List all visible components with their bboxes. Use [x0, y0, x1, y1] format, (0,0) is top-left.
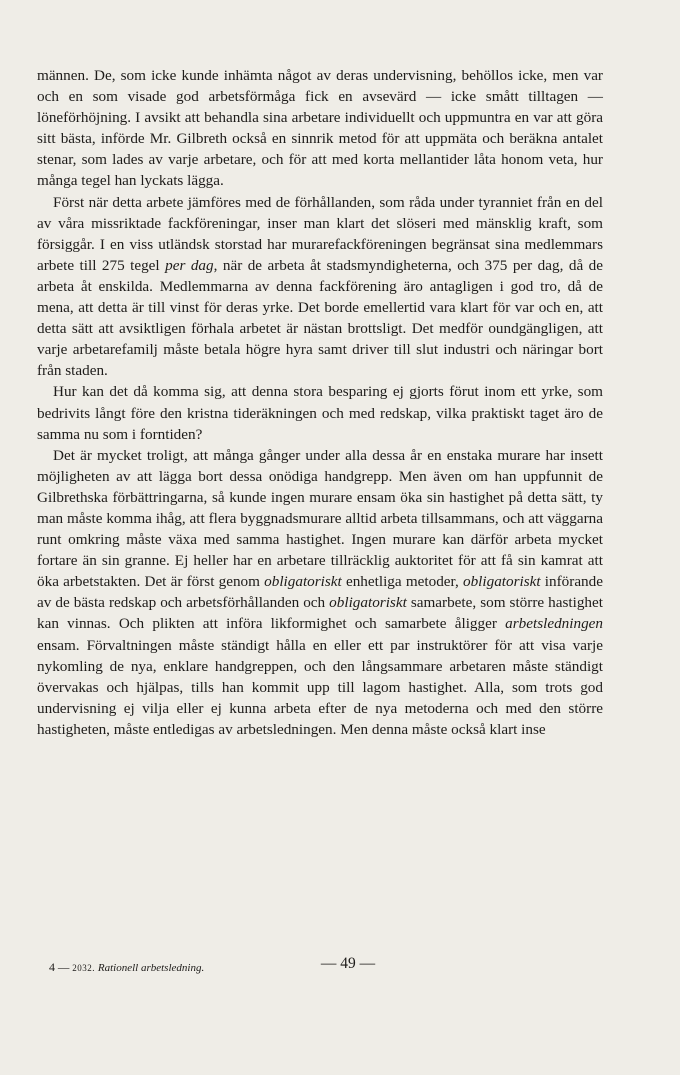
paragraph-4-text: ensam. Förvaltningen måste ständigt hålla en eller ett par instruktörer för att visa varje nykomling de nya, enklare handgreppen, och den långsammare arbetaren måste ständigt övervakas och hjälpas, tills han kommit upp till lagom hastighet. Alla, som trots god undervisning ej vilja eller ej kunna arbeta efter de nya metoderna och med den större hastigheten, måste entledigas av arbetsledningen. Men denna måste också klart inse	[37, 636, 603, 738]
signature-title: Rationell arbetsledning.	[97, 962, 205, 974]
paragraph-2-text: Först när detta arbete jämföres med de förhållanden, som råda under tyranniet från en del av våra missriktade fackföreningar, inser man klart det slöseri med mänsklig kraft, som försiggår. I en viss utländsk storstad har murarefackföreningen begränsat sina medlemmars arbete till 275 tegel	[37, 193, 603, 274]
page-number: — 49 —	[320, 955, 376, 972]
paragraph-4-emphasis: obligatoriskt	[462, 573, 541, 591]
body-text	[37, 65, 603, 740]
paragraph-4-text: Det är mycket troligt, att många gånger under alla dessa år en enstaka murare har insett möjligheten av att lägga bort dessa onödiga handgrepp. Men även om han uppfunnit de Gilbrethska förbättringarna, så kunde ingen murare ensam öka sin hastighet på detta sätt, ty man måste komma ihåg, att flera byggnadsmurare alltid arbeta tillsammans, och att väggarna runt omkring måste växa med samma hastighet. Ingen murare kan därför arbeta mycket fortare än sin granne. Ej heller har en arbetare tillräcklig auktoritet för att få sin kamrat att öka arbetstakten. Det är först genom	[37, 446, 603, 591]
page-footer	[37, 955, 603, 979]
paragraph-4	[37, 445, 603, 740]
signature-code: 2032.	[72, 963, 95, 973]
paragraph-1: männen. De, som icke kunde inhämta något av deras undervisning, behöllos icke, men var och en som visade god arbetsförmåga fick en avsevärd — icke smått tilltagen — löneförhöjning. I avsikt att behandla sina arbetare individuellt och uppmuntra en var att göra sitt bästa, införde Mr. Gilbreth också en sinnrik metod för att uppmäta och beräkna antalet stenar, som lades av varje arbetare, och för att med korta mellantider låta honom veta, hur många tegel han lyckats lägga.	[37, 67, 603, 190]
paragraph-2-text: , när de arbeta åt stadsmyndigheterna, och 375 per dag, då de arbeta åt enskilda. Medlemmarna av denna fackförening äro antagligen i god tro, då de mena, att detta är till vinst för deras yrke. Det borde emellertid vara klart för var och en, att detta sätt att avsiktligen förhala arbetet är nästan brottsligt. Det medför oundgängligen, att varje arbetarefamilj måste betala högre hyra samt driver till slut industri och näringar bort från staden.	[37, 256, 604, 380]
paragraph-4-emphasis: obligatoriskt	[329, 594, 407, 612]
paragraph-3: Hur kan det då komma sig, att denna stora besparing ej gjorts förut inom ett yrke, som bedrivits långt före den kristna tideräkningen och med redskap, vilka praktiskt taget äro de samma nu som i forntiden?	[37, 383, 603, 443]
signature-dash: —	[55, 962, 73, 974]
paragraph-4-emphasis: arbetsledningen	[505, 615, 603, 633]
paragraph-4-text: införande av de bästa redskap och arbetsförhållanden och	[37, 573, 603, 612]
paragraph-2	[37, 192, 603, 382]
signature-number: 4	[49, 960, 55, 974]
paragraph-2-emphasis: per dag	[165, 256, 214, 274]
paragraph-4-text: enhetliga metoder,	[341, 573, 463, 591]
paragraph-4-text: samarbete, som större hastighet kan vinnas. Och plikten att införa likformighet och samarbete åligger	[37, 594, 603, 633]
printer-signature	[49, 960, 204, 975]
paragraph-4-emphasis: obligatoriskt	[264, 573, 342, 591]
